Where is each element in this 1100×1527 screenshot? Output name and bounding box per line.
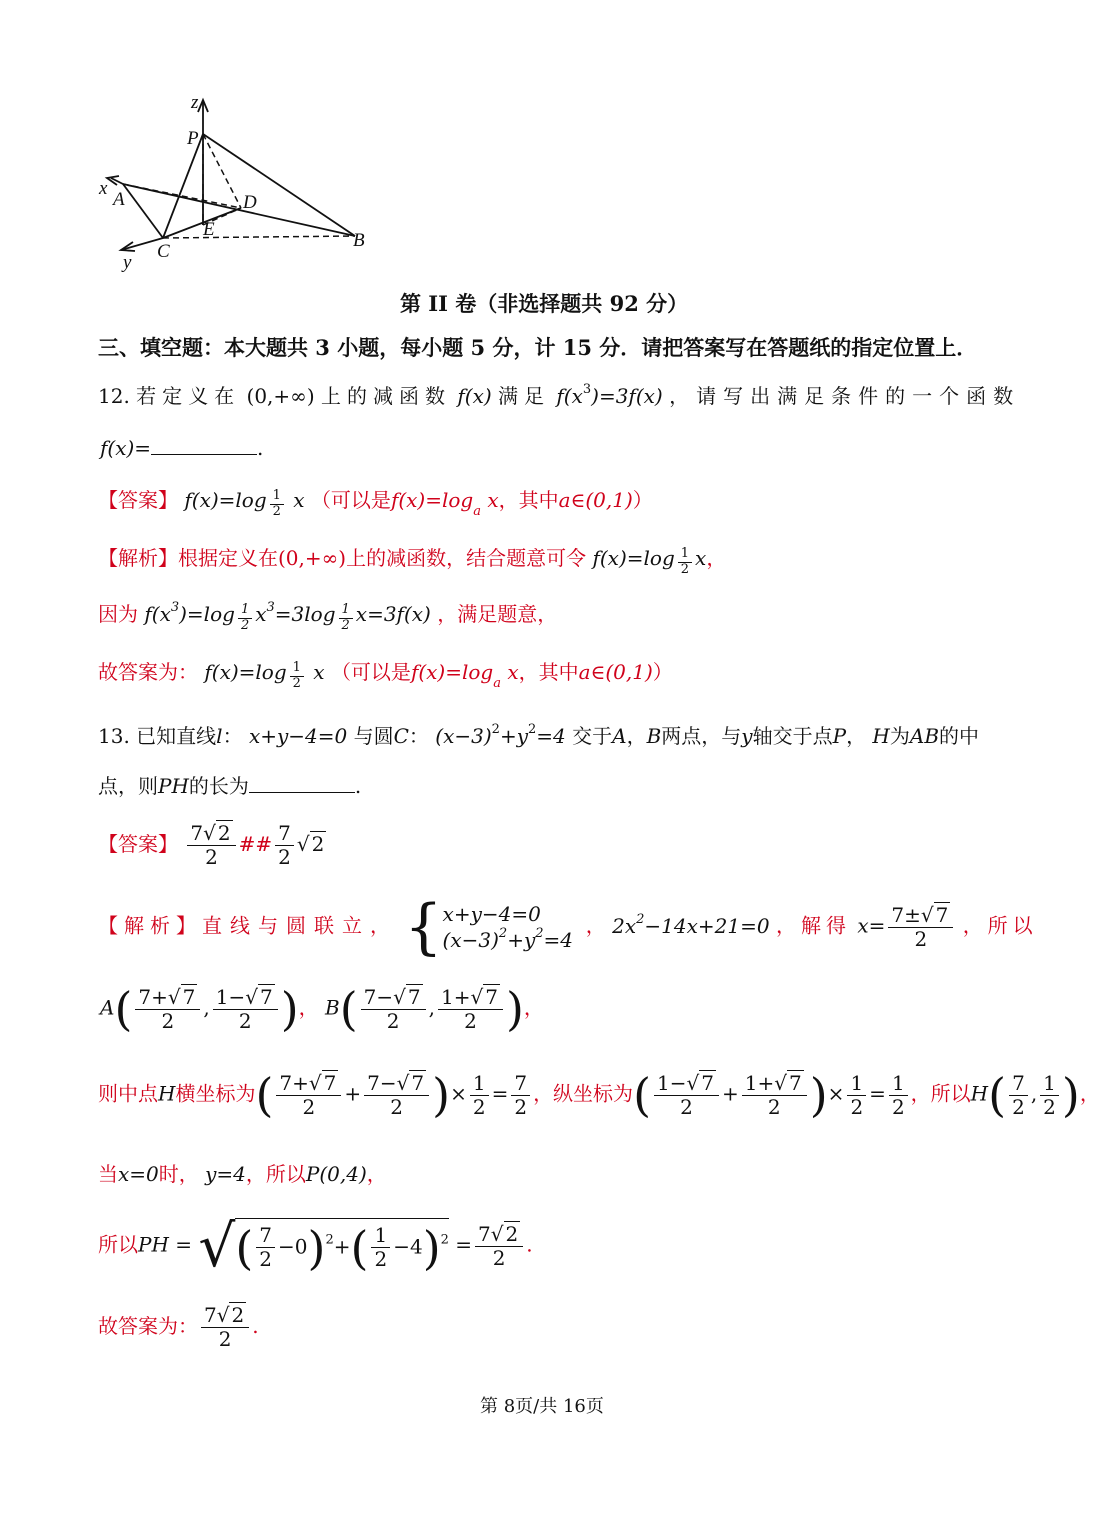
part-three-heading: 三、填空题：本大题共 3 小题，每小题 5 分，计 15 分．请把答案写在答题纸的指定位置上．: [98, 335, 978, 360]
q12-final: 故答案为： f(x)=log $\frac{1}{2}$ x （可以是$f(x)=\log_a$ x，其中a∈(0,1)）: [98, 660, 673, 691]
q12-because: 因为 $f(x^3)=\log$ $\frac{1}{2}$ $x^3=3\log$ $\frac{1}{2}$ x=3f(x) ，满足题意，: [98, 600, 558, 633]
q13-final: 故答案为： $\frac{7√ 2}{2}$ .: [98, 1303, 259, 1351]
q13-answer: 【答案】 $\frac{7√ 2}{2}$ ## $\frac{7}{2}$ √ 2: [98, 821, 325, 869]
label-y: y: [123, 252, 132, 273]
q12-line1: 12. 若定义在 (0,+∞) 上的减函数 f(x) 满足 $f(x^3)=3f(x)$ ，请写出满足条件的一个函数: [98, 382, 1021, 408]
page-footer: 第 8页/共 16页: [480, 1396, 604, 1417]
q12-analysis: 【解析】根据定义在(0,+∞)上的减函数，结合题意可令 f(x)=log $\frac{1}{2}$ x，: [98, 546, 727, 577]
edge-cd: [163, 208, 241, 238]
label-e: E: [203, 219, 215, 240]
q13-line1: 13. 已知直线l： x+y−4=0 与圆C： $(x-3)^2+y^2=4$ 交于A，B两点，与y轴交于点P， H为AB的中: [98, 722, 980, 748]
edge-pd: [203, 134, 241, 208]
answer-blank: [151, 436, 257, 455]
q12-answer: 【答案】 f(x)=log $\frac{1}{2}$ x （可以是$f(x)=\log_a$ x，其中a∈(0,1)）: [98, 488, 653, 519]
label-a: A: [113, 189, 125, 210]
answer-blank: [249, 774, 355, 793]
label-d: D: [243, 192, 257, 213]
section-title: 第 II 卷（非选择题共 92 分）: [400, 291, 689, 316]
q13-when: 当x=0时， y=4，所以P(0,4)，: [98, 1162, 387, 1186]
q13-line2: 点，则PH的长为 .: [98, 774, 362, 798]
q13-midpoint: 则中点H横坐标为( $\frac{7+√ 7}{2}$ + $\frac{7-√ 7}{2}$ )× $\frac{1}{2}$ = $\frac{7}{2}$ ，纵坐标为( $\frac{1-√ 7}{2}$ + $\frac{1+√ 7}{2}$ )× $\frac{1}{2}$ = $\frac{1}{2}$ ，所以H( $\frac{7}{2}$ , $\frac{1}{2}$ )，: [98, 1068, 1100, 1122]
label-z: z: [191, 92, 199, 113]
q13-points: A( $\frac{7+√ 7}{2}$ , $\frac{1-√ 7}{2}$ )， B( $\frac{7-√ 7}{2}$ , $\frac{1+√ 7}{2}$ )，: [100, 982, 544, 1036]
edge-cb: [163, 236, 355, 238]
label-b: B: [353, 230, 365, 251]
edge-pc: [163, 134, 203, 238]
label-p: P: [187, 128, 199, 149]
label-c: C: [157, 241, 170, 262]
q12-line2: f(x)= .: [100, 436, 264, 460]
label-x: x: [99, 178, 108, 199]
edge-pb: [203, 134, 355, 236]
geometry-figure: [95, 90, 385, 275]
q13-ph: 所以PH = √( $\frac{7}{2}$ −0)$^2$+( $\frac{1}{2}$ −4)$^2$ = $\frac{7√ 2}{2}$ .: [98, 1212, 533, 1280]
q13-analysis: 【解析】直线与圆联立， { x+y−4=0 $(x-3)^2+y^2=4$ ， $2x^2-14x+21=0$ ，解得 x= $\frac{7\pm√ 7}{2}$ ，所以: [98, 892, 1038, 962]
